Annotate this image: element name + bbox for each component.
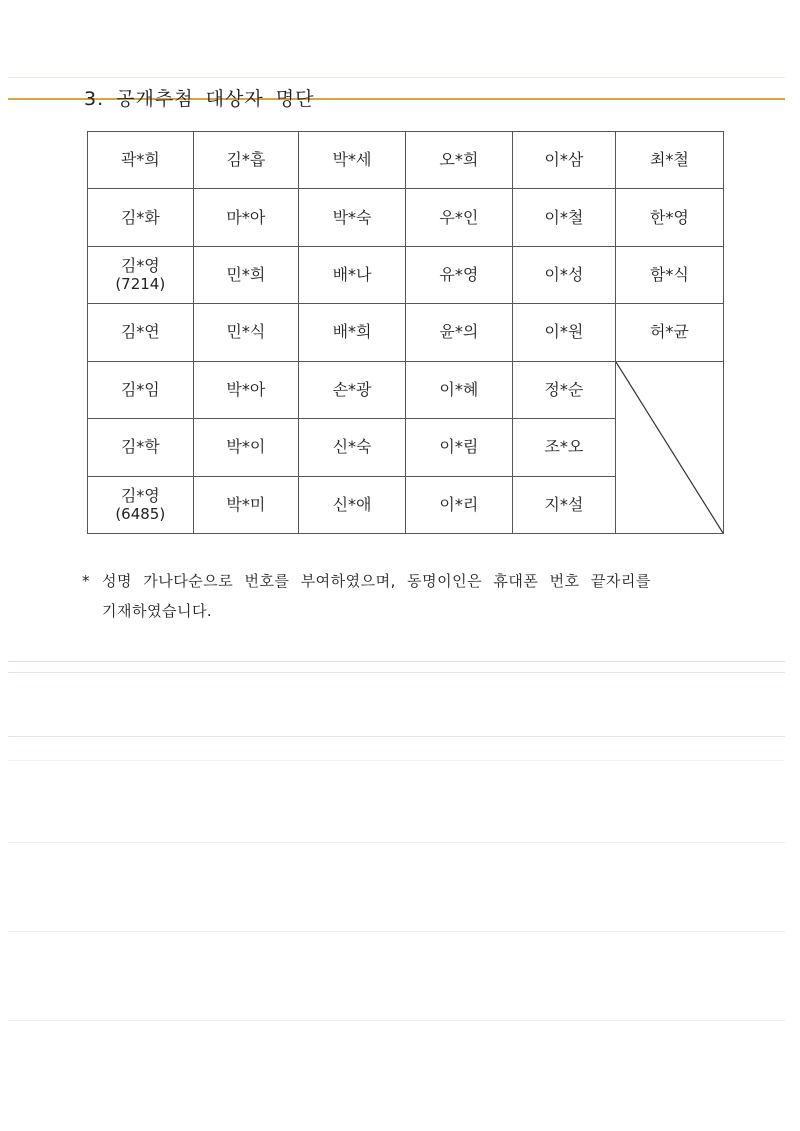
table-cell: 김*영 (6485) <box>88 476 194 533</box>
divider-line <box>8 1020 785 1021</box>
table-row <box>88 246 724 303</box>
divider-line <box>8 842 785 843</box>
table-cell: 지*설 <box>512 476 615 533</box>
table-cell: 이*리 <box>405 476 512 533</box>
table-cell: 이*삼 <box>512 132 615 189</box>
asterisk-bullet: * <box>82 572 90 590</box>
table-cell: 이*성 <box>512 246 615 303</box>
table-cell: 오*희 <box>405 132 512 189</box>
table-cell: 우*인 <box>405 189 512 246</box>
table-cell: 함*식 <box>615 246 723 303</box>
table-cell: 김*흡 <box>193 132 299 189</box>
divider-line <box>8 661 785 662</box>
phone-suffix: (6485) <box>115 504 166 523</box>
table-cell: 이*림 <box>405 419 512 476</box>
table-cell: 박*미 <box>193 476 299 533</box>
divider-line <box>8 931 785 932</box>
table-cell: 마*아 <box>193 189 299 246</box>
table-cell: 곽*희 <box>88 132 194 189</box>
table-cell: 민*희 <box>193 246 299 303</box>
divider-line <box>8 760 785 761</box>
table-row <box>88 304 724 361</box>
table-cell: 이*철 <box>512 189 615 246</box>
divider-line <box>8 672 785 673</box>
footnote-line-2: 기재하였습니다. <box>102 602 213 620</box>
table-cell: 손*광 <box>299 361 406 418</box>
table-row <box>88 189 724 246</box>
table-cell: 허*균 <box>615 304 723 361</box>
table-cell: 조*오 <box>512 419 615 476</box>
table-cell: 최*철 <box>615 132 723 189</box>
table-cell: 이*혜 <box>405 361 512 418</box>
table-row <box>88 361 724 418</box>
table-cell: 김*임 <box>88 361 194 418</box>
table-cell: 한*영 <box>615 189 723 246</box>
table-cell: 민*식 <box>193 304 299 361</box>
top-rule <box>8 77 785 78</box>
divider-line <box>8 736 785 737</box>
candidate-table <box>87 131 724 534</box>
table-cell: 박*이 <box>193 419 299 476</box>
diagonal-slash-icon <box>616 362 723 533</box>
table-cell: 김*연 <box>88 304 194 361</box>
table-cell: 정*순 <box>512 361 615 418</box>
table-cell: 배*희 <box>299 304 406 361</box>
table-cell: 배*나 <box>299 246 406 303</box>
phone-suffix: (7214) <box>115 275 166 294</box>
footnote-line-1: * 성명 가나다순으로 번호를 부여하였으며, 동명이인은 휴대폰 번호 끝자리를 <box>82 566 732 596</box>
table-cell: 신*숙 <box>299 419 406 476</box>
table-cell: 박*아 <box>193 361 299 418</box>
table-cell: 신*애 <box>299 476 406 533</box>
table-cell: 김*화 <box>88 189 194 246</box>
empty-diagonal-cell <box>615 361 723 533</box>
table-cell: 이*원 <box>512 304 615 361</box>
table-row <box>88 132 724 189</box>
table-cell: 유*영 <box>405 246 512 303</box>
table-cell: 윤*의 <box>405 304 512 361</box>
section-title: 3. 공개추첨 대상자 명단 <box>84 88 315 110</box>
table-cell: 박*숙 <box>299 189 406 246</box>
table-cell: 김*영 (7214) <box>88 246 194 303</box>
table-cell: 김*학 <box>88 419 194 476</box>
footnote <box>82 566 732 626</box>
table-cell: 박*세 <box>299 132 406 189</box>
